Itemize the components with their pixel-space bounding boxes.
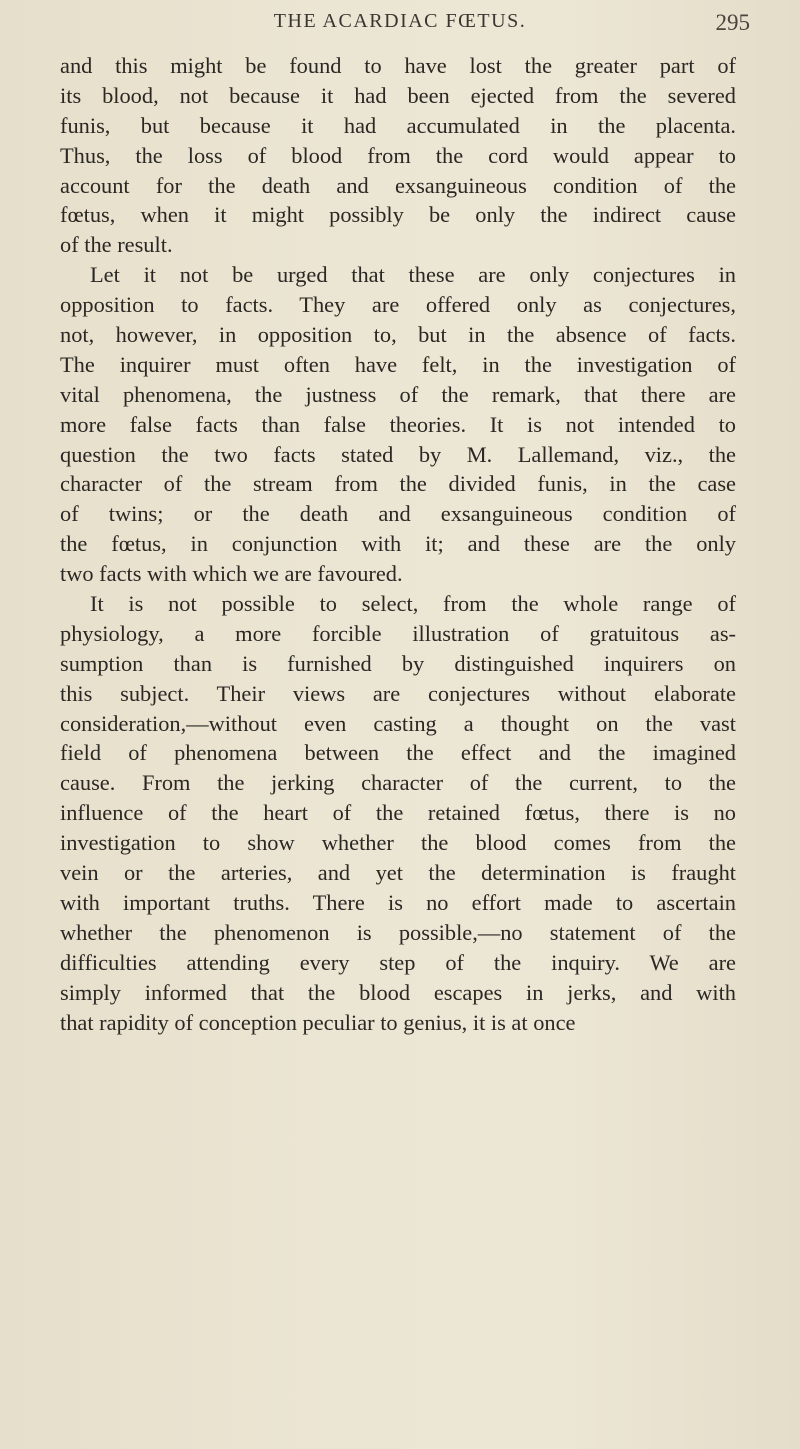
text-line: the fœtus, in conjunction with it; and these are the only (60, 531, 736, 557)
running-head-title: THE ACARDIAC FŒTUS. (273, 10, 527, 32)
text-line: question the two facts stated by M. Lallemand, viz., the (60, 441, 736, 467)
text-line: fœtus, when it might possibly be only the indirect cause (60, 202, 736, 228)
text-line: The inquirer must often have felt, in the investigation of (60, 351, 736, 377)
paragraph (60, 589, 736, 1037)
text-line: Thus, the loss of blood from the cord would appear to (60, 142, 736, 168)
text-line: investigation to show whether the blood comes from the (60, 830, 736, 856)
text-line: It is not possible to select, from the whole range of (90, 591, 736, 617)
text-line: sumption than is furnished by distinguished inquirers on (60, 650, 736, 676)
running-head (0, 10, 800, 40)
text-line: funis, but because it had accumulated in the placenta. (60, 112, 736, 138)
text-line: vital phenomena, the justness of the remark, that there are (60, 381, 736, 407)
text-line: consideration,—without even casting a thought on the vast (60, 710, 736, 736)
text-line: of the result. (60, 232, 173, 258)
text-line: character of the stream from the divided funis, in the case (60, 471, 736, 497)
text-line: cause. From the jerking character of the current, to the (60, 770, 736, 796)
text-line: physiology, a more forcible illustration of gratuitous as- (60, 620, 736, 646)
text-line: simply informed that the blood escapes in jerks, and with (60, 979, 736, 1005)
text-line: difficulties attending every step of the inquiry. We are (60, 949, 736, 975)
text-line: this subject. Their views are conjectures without elaborate (60, 680, 736, 706)
text-line: its blood, not because it had been ejected from the severed (60, 82, 736, 108)
text-line: and this might be found to have lost the greater part of (60, 53, 736, 78)
text-line: influence of the heart of the retained fœtus, there is no (60, 800, 736, 826)
paragraph (60, 260, 736, 589)
text-line: Let it not be urged that these are only conjectures in (90, 262, 736, 288)
text-line: account for the death and exsanguineous condition of the (60, 172, 736, 198)
body-text (60, 51, 736, 1037)
text-line: field of phenomena between the effect and the imagined (60, 740, 736, 766)
text-line: with important truths. There is no effort made to ascertain (60, 889, 736, 915)
text-line: of twins; or the death and exsanguineous condition of (60, 501, 736, 527)
text-line: two facts with which we are favoured. (60, 561, 403, 587)
text-line: vein or the arteries, and yet the determination is fraught (60, 860, 736, 886)
text-line: whether the phenomenon is possible,—no statement of the (60, 919, 736, 945)
text-line: more false facts than false theories. It is not intended to (60, 411, 736, 437)
page-number: 295 (715, 10, 750, 35)
text-line: not, however, in opposition to, but in the absence of facts. (60, 322, 736, 348)
text-line: that rapidity of conception peculiar to genius, it is at once (60, 1009, 576, 1035)
paragraph (60, 51, 736, 260)
text-line: opposition to facts. They are offered only as conjectures, (60, 292, 736, 318)
